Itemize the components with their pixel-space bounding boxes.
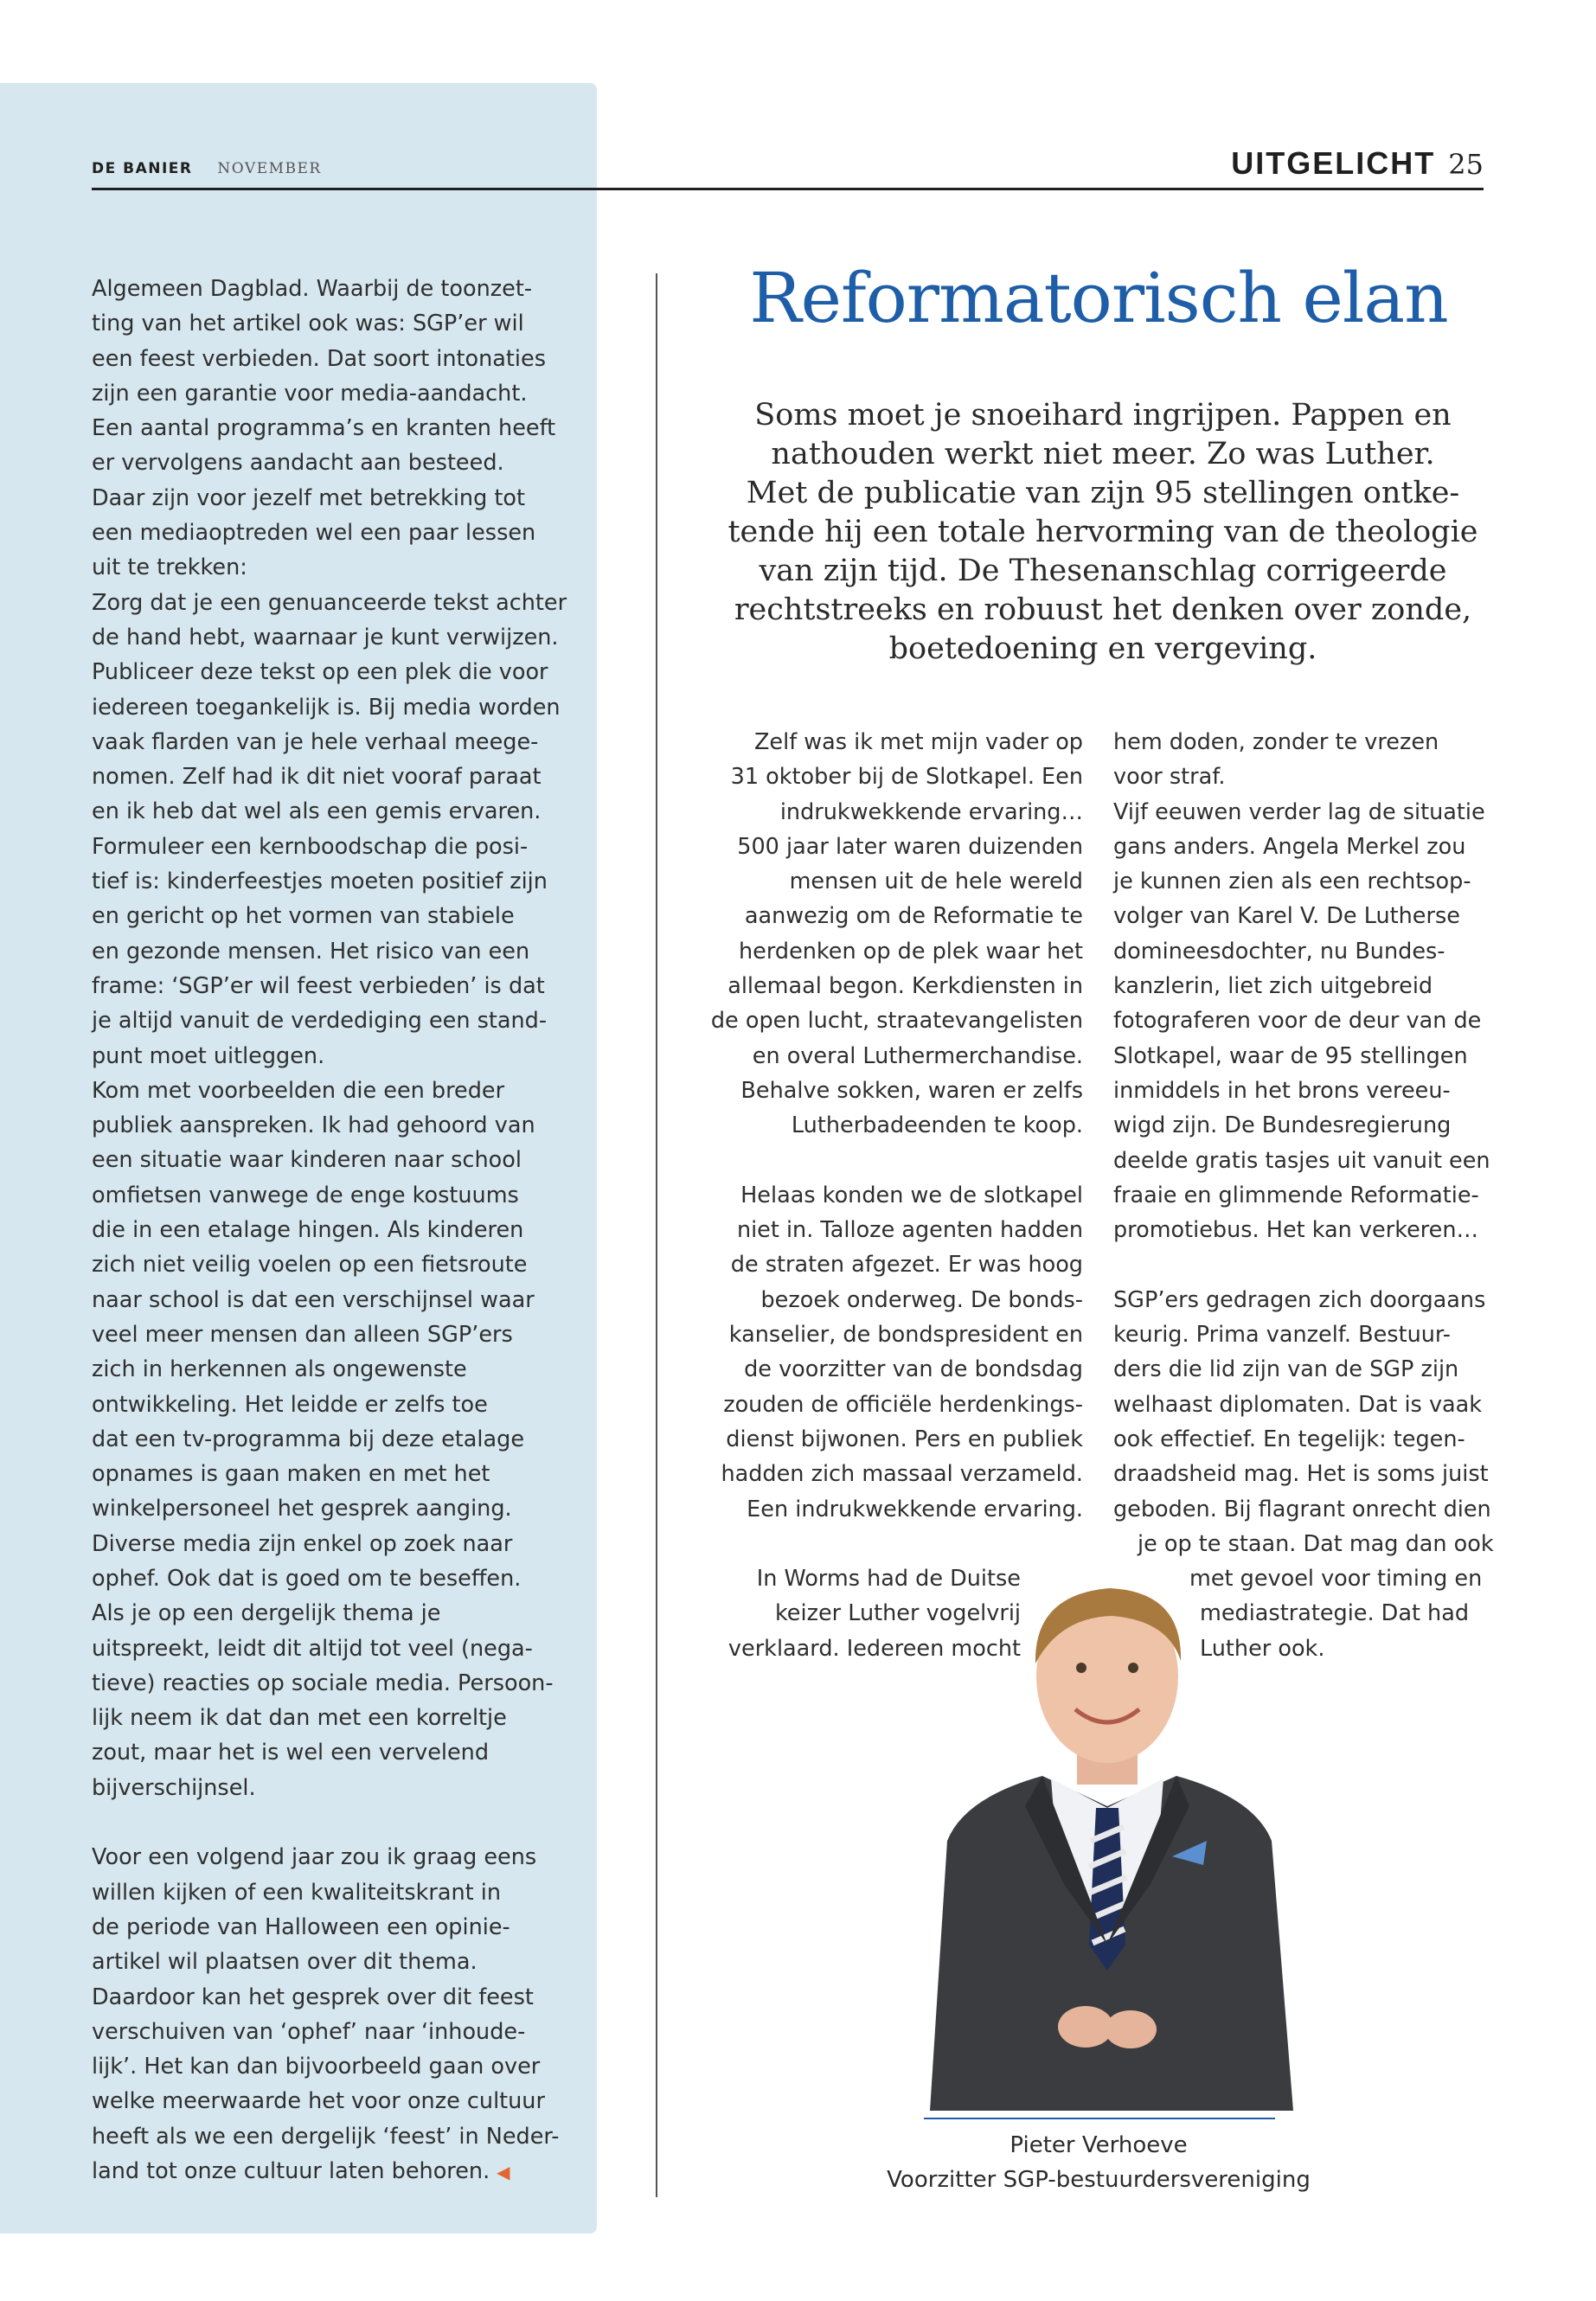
text-line: Zelf was ik met mijn vader op xyxy=(753,729,1083,755)
text-line: en overal Luthermerchandise. xyxy=(752,1042,1083,1069)
text-line: van zijn tijd. De Thesenanschlag corrigeerde xyxy=(759,554,1447,588)
text-line: In Worms had de Duitse xyxy=(756,1566,1021,1593)
text-line: willen kijken of een kwaliteitskrant in xyxy=(92,1879,502,1906)
paragraph-gap xyxy=(711,1144,1083,1178)
text-line: dat een tv-programma bij deze etalage xyxy=(92,1426,525,1452)
text-line: en gezonde mensen. Het risico van een xyxy=(92,938,530,965)
text-line: zich niet veilig voelen op een fietsroute xyxy=(92,1252,528,1279)
text-line: je kunnen zien als een rechtsop- xyxy=(1113,868,1471,895)
text-line: opnames is gaan maken en met het xyxy=(92,1461,490,1488)
column-divider xyxy=(656,273,657,2197)
text-line: punt moet uitleggen. xyxy=(92,1042,325,1069)
text-line: uitspreekt, leidt dit altijd tot veel (nega- xyxy=(92,1635,533,1662)
text-line: kanselier, de bondspresident en xyxy=(728,1322,1083,1349)
text-line: Lutherbadeenden te koop. xyxy=(791,1112,1083,1139)
magazine-name: DE BANIER xyxy=(92,160,193,177)
text-line: er vervolgens aandacht aan besteed. xyxy=(92,450,504,477)
text-line: Slotkapel, waar de 95 stellingen xyxy=(1113,1042,1468,1069)
text-line: die in een etalage hingen. Als kinderen xyxy=(92,1217,524,1244)
text-line: Daar zijn voor jezelf met betrekking tot xyxy=(92,484,525,511)
text-line: veel meer mensen dan alleen SGP’ers xyxy=(92,1321,513,1348)
text-line: Soms moet je snoeihard ingrijpen. Pappen en xyxy=(754,398,1452,433)
text-line: promotiebus. Het kan verkeren… xyxy=(1113,1217,1479,1244)
text-line: ting van het artikel ook was: SGP’er wil xyxy=(92,311,524,337)
text-line: nathouden werkt niet meer. Zo was Luther. xyxy=(771,437,1435,471)
text-line: zouden de officiële herdenkings- xyxy=(723,1391,1083,1418)
text-line: land tot onze cultuur laten behoren. ◀ xyxy=(92,2158,510,2185)
article-column-right xyxy=(1113,725,1494,1666)
text-line: bijverschijnsel. xyxy=(92,1774,256,1801)
text-line: welhaast diplomaten. Dat is vaak xyxy=(1113,1391,1483,1418)
text-line: Een aantal programma’s en kranten heeft xyxy=(92,415,556,442)
end-mark-icon: ◀ xyxy=(497,2162,510,2183)
text-line: voor straf. xyxy=(1113,764,1226,791)
text-line: fraaie en glimmende Reformatie- xyxy=(1113,1182,1479,1208)
text-line: Als je op een dergelijk thema je xyxy=(92,1600,441,1627)
text-line: 500 jaar later waren duizenden xyxy=(737,833,1083,860)
text-line: keizer Luther vogelvrij xyxy=(774,1600,1021,1627)
text-line: een feest verbieden. Dat soort intonaties xyxy=(92,345,546,372)
text-line: Diverse media zijn enkel op zoek naar xyxy=(92,1530,513,1557)
text-line: en ik heb dat wel als een gemis ervaren. xyxy=(92,798,542,825)
text-line: Algemeen Dagblad. Waarbij de toonzet- xyxy=(92,276,533,302)
text-line: SGP’ers gedragen zich doorgaans xyxy=(1113,1286,1486,1313)
sidebar-paragraph-2 xyxy=(92,1840,602,2189)
text-line: 31 oktober bij de Slotkapel. Een xyxy=(730,764,1083,791)
text-line: een situatie waar kinderen naar school xyxy=(92,1147,522,1174)
text-line: wigd zijn. De Bundesregierung xyxy=(1113,1112,1452,1139)
issue-month: NOVEMBER xyxy=(217,160,322,177)
text-line: kanzlerin, liet zich uitgebreid xyxy=(1113,973,1433,1000)
text-line: Luther ook. xyxy=(1200,1635,1325,1662)
text-line: domineesdochter, nu Bundes- xyxy=(1113,938,1445,965)
text-line: herdenken op de plek waar het xyxy=(739,938,1083,965)
text-line: rechtstreeks en robuust het denken over zonde, xyxy=(734,593,1472,627)
caption-role: Voorzitter SGP-bestuurdersvereniging xyxy=(887,2167,1311,2193)
text-line: deelde gratis tasjes uit vanuit een xyxy=(1113,1147,1490,1174)
paragraph-gap xyxy=(711,1527,1083,1561)
text-line: heeft als we een dergelijk ‘feest’ in Neder- xyxy=(92,2123,560,2150)
caption-name: Pieter Verhoeve xyxy=(1010,2132,1188,2158)
text-line: welke meerwaarde het voor onze cultuur xyxy=(92,2088,545,2115)
text-line: draadsheid mag. Het is soms juist xyxy=(1113,1461,1489,1488)
text-line: naar school is dat een verschijnsel waar xyxy=(92,1286,535,1313)
text-line: mensen uit de hele wereld xyxy=(789,868,1083,895)
text-line: hem doden, zonder te vrezen xyxy=(1113,729,1439,755)
text-line: geboden. Bij flagrant onrecht dien xyxy=(1113,1496,1491,1522)
text-line: Daardoor kan het gesprek over dit feest xyxy=(92,1984,534,2010)
text-line: je op te staan. Dat mag dan ook xyxy=(1138,1530,1494,1557)
text-line: Helaas konden we de slotkapel xyxy=(740,1182,1083,1208)
page-number: 25 xyxy=(1448,148,1484,181)
text-line: vaak flarden van je hele verhaal meege- xyxy=(92,728,539,755)
text-line: Zorg dat je een genuanceerde tekst achter xyxy=(92,589,567,616)
text-line: hadden zich massaal verzameld. xyxy=(721,1461,1083,1488)
text-line: indrukwekkende ervaring… xyxy=(779,798,1083,825)
text-line: gans anders. Angela Merkel zou xyxy=(1113,833,1466,860)
text-line: zout, maar het is wel een vervelend xyxy=(92,1740,490,1766)
text-line: lijk’. Het kan dan bijvoorbeeld gaan over xyxy=(92,2054,541,2080)
text-line: Kom met voorbeelden die een breder xyxy=(92,1077,505,1104)
text-line: tief is: kinderfeestjes moeten positief zijn xyxy=(92,868,548,895)
text-line: artikel wil plaatsen over dit thema. xyxy=(92,1949,478,1976)
running-header-right xyxy=(1231,145,1484,182)
text-line: bezoek onderweg. De bonds- xyxy=(760,1286,1083,1313)
text-line: Vijf eeuwen verder lag de situatie xyxy=(1113,798,1485,825)
text-line: frame: ‘SGP’er wil feest verbieden’ is dat xyxy=(92,972,545,999)
text-line: ontwikkeling. Het leidde er zelfs toe xyxy=(92,1391,488,1418)
section-name: UITGELICHT xyxy=(1231,145,1436,181)
text-line: volger van Karel V. De Lutherse xyxy=(1113,903,1460,930)
text-line: ders die lid zijn van de SGP zijn xyxy=(1113,1356,1459,1383)
article-title: Reformatorisch elan xyxy=(749,258,1448,338)
text-line: allemaal begon. Kerkdiensten in xyxy=(727,973,1083,1000)
text-line: aanwezig om de Reformatie te xyxy=(744,903,1083,930)
text-line: mediastrategie. Dat had xyxy=(1200,1600,1470,1627)
paragraph-gap xyxy=(1113,1247,1494,1282)
sidebar-paragraph-1 xyxy=(92,272,602,1805)
text-line: fotograferen voor de deur van de xyxy=(1113,1008,1482,1035)
text-line: ophef. Ook dat is goed om te beseffen. xyxy=(92,1565,522,1592)
text-line: verschuiven van ‘ophef’ naar ‘inhoude- xyxy=(92,2018,526,2045)
middle-paragraph-1 xyxy=(711,725,1083,1144)
running-header-left xyxy=(92,160,322,177)
portrait-photo xyxy=(913,1581,1306,2111)
text-line: en gericht op het vormen van stabiele xyxy=(92,903,515,930)
caption-rule xyxy=(924,2118,1275,2119)
text-line: je altijd vanuit de verdediging een stand- xyxy=(92,1008,548,1035)
text-line: zich in herkennen als ongewenste xyxy=(92,1356,467,1383)
text-line: Voor een volgend jaar zou ik graag eens xyxy=(92,1844,537,1871)
header-rule xyxy=(92,188,1484,190)
text-line: publiek aanspreken. Ik had gehoord van xyxy=(92,1112,535,1139)
text-line: ook effectief. En tegelijk: tegen- xyxy=(1113,1426,1465,1452)
text-line: keurig. Prima vanzelf. Bestuur- xyxy=(1113,1322,1451,1349)
article-lead xyxy=(692,396,1514,669)
middle-paragraph-2 xyxy=(711,1178,1083,1527)
text-line: verklaard. Iedereen mocht xyxy=(727,1635,1021,1662)
text-line: tende hij een totale hervorming van de theologie xyxy=(727,515,1478,549)
text-line: de periode van Halloween een opinie- xyxy=(92,1913,510,1940)
text-line: iedereen toegankelijk is. Bij media worden xyxy=(92,694,561,721)
text-line: de hand hebt, waarnaar je kunt verwijzen. xyxy=(92,624,559,651)
text-line: met gevoel voor timing en xyxy=(1189,1566,1483,1593)
sidebar-column xyxy=(92,272,602,2189)
text-line: Een indrukwekkende ervaring. xyxy=(747,1496,1083,1522)
text-line: een mediaoptreden wel een paar lessen xyxy=(92,520,536,547)
text-line: Behalve sokken, waren er zelfs xyxy=(740,1077,1083,1104)
text-line: omfietsen vanwege de enge kostuums xyxy=(92,1182,519,1208)
text-line: boetedoening en vergeving. xyxy=(888,631,1317,666)
text-line: de open lucht, straatevangelisten xyxy=(710,1008,1083,1035)
text-line: Publiceer deze tekst op een plek die voor xyxy=(92,659,548,686)
right-paragraph-1 xyxy=(1113,725,1494,1247)
text-line: lijk neem ik dat dan met een korreltje xyxy=(92,1705,507,1732)
text-line: niet in. Talloze agenten hadden xyxy=(736,1217,1083,1244)
article-column-middle xyxy=(711,725,1083,1666)
text-line: uit te trekken: xyxy=(92,554,247,581)
text-line: zijn een garantie voor media-aandacht. xyxy=(92,380,528,407)
text-line: tieve) reacties op sociale media. Persoon- xyxy=(92,1670,554,1696)
text-line: winkelpersoneel het gesprek aanging. xyxy=(92,1496,512,1522)
text-line: de straten afgezet. Er was hoog xyxy=(730,1252,1083,1279)
photo-caption xyxy=(839,2128,1358,2197)
text-line: Formuleer een kernboodschap die posi- xyxy=(92,833,529,860)
text-line: Met de publicatie van zijn 95 stellingen ontke- xyxy=(746,476,1460,510)
text-line: nomen. Zelf had ik dit niet vooraf paraat xyxy=(92,764,542,791)
text-line: inmiddels in het brons vereeu- xyxy=(1113,1077,1451,1104)
paragraph-gap xyxy=(92,1805,602,1840)
text-line: dienst bijwonen. Pers en publiek xyxy=(726,1426,1083,1452)
text-line: de voorzitter van de bondsdag xyxy=(744,1356,1083,1383)
